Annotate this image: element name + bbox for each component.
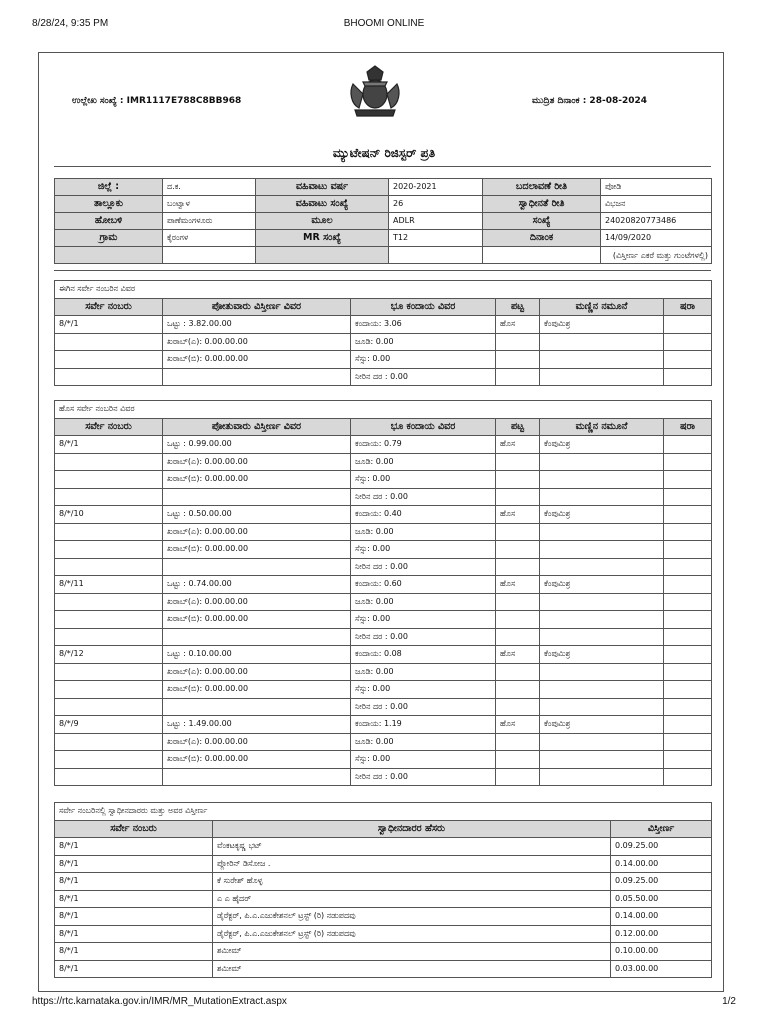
survey-row [55, 768, 712, 786]
column-header: ಷರಾ [664, 298, 712, 316]
table-cell [540, 333, 664, 351]
table-cell [496, 523, 540, 541]
table-cell: ಖರಾಬ್(ಎ): 0.00.00.00 [163, 453, 351, 471]
owner-row [55, 908, 712, 926]
table-cell: ನೀರಿನ ದರ : 0.00 [351, 768, 496, 786]
table-cell: ಜೂಡಿ: 0.00 [351, 733, 496, 751]
table-cell: ಖರಾಬ್(ಎ): 0.00.00.00 [163, 523, 351, 541]
survey-row [55, 611, 712, 629]
new-survey-caption: ಹೊಸ ಸರ್ವೇ ನಂಬರಿನ ವಿವರ [55, 401, 712, 419]
info-value: 2020-2021 [389, 179, 483, 196]
print-header [32, 18, 736, 32]
table-cell: 8/*/1 [55, 925, 213, 943]
table-cell [540, 558, 664, 576]
table-cell [664, 698, 712, 716]
table-cell: ಕೆ ಸುರೇಶ್ ಹೊಳ್ಳ [213, 873, 611, 891]
table-cell: 8/*/12 [55, 646, 163, 664]
table-cell: 0.03.00.00 [611, 960, 712, 978]
reference-number: ಉಲ್ಲೇಖ ಸಂಖ್ಯೆ : IMR1117E788C8BB968 [72, 96, 242, 106]
table-cell [55, 471, 163, 489]
table-cell [55, 351, 163, 369]
survey-row [55, 351, 712, 369]
survey-row [55, 558, 712, 576]
table-cell [496, 488, 540, 506]
table-header-row [55, 820, 712, 838]
table-cell: 8/*/9 [55, 716, 163, 734]
table-cell: ಒಟ್ಟು : 0.50.00.00 [163, 506, 351, 524]
table-cell [496, 681, 540, 699]
print-page-number: 1/2 [722, 996, 736, 1007]
column-header: ವಿಸ್ತೀರ್ಣ [611, 820, 712, 838]
info-label: ಮೂಲ [256, 213, 389, 230]
info-blank-cell [483, 247, 601, 264]
info-row [55, 213, 712, 230]
info-blank-cell [163, 247, 256, 264]
table-cell: ಕಂದಾಯ: 1.19 [351, 716, 496, 734]
table-cell [540, 453, 664, 471]
table-cell [496, 768, 540, 786]
table-cell [664, 488, 712, 506]
table-cell [55, 733, 163, 751]
table-cell: 8/*/1 [55, 908, 213, 926]
table-header-row [55, 298, 712, 316]
table-cell [55, 368, 163, 386]
info-value: 24020820773486 [601, 213, 712, 230]
info-value: ಪಾಣೆಮಂಗಳೂರು [163, 213, 256, 230]
column-header: ಸರ್ವೇ ನಂಬರು [55, 820, 213, 838]
survey-row [55, 663, 712, 681]
table-cell: ಪ್ಲೋರಿನ್ ಡಿಸೋಜ . [213, 855, 611, 873]
table-cell: ಒಟ್ಟು : 0.74.00.00 [163, 576, 351, 594]
table-cell [496, 368, 540, 386]
table-cell [496, 663, 540, 681]
table-cell: ಒಟ್ಟು : 0.10.00.00 [163, 646, 351, 664]
info-label: ತಾಲ್ಲೂಕು [55, 196, 163, 213]
table-cell: ಡೈರೆಕ್ಟರ್, ಪಿ.ಎ.ಎಜುಕೇಶನಲ್ ಟ್ರಸ್ಟ್ (ರಿ) ನಡುಪದವು [213, 925, 611, 943]
survey-row [55, 541, 712, 559]
table-cell: ಖರಾಬ್(ಎ): 0.00.00.00 [163, 333, 351, 351]
table-cell: 0.14.00.00 [611, 855, 712, 873]
table-cell: ಹೊಸ [496, 716, 540, 734]
table-cell: ಕಂದಾಯ: 0.08 [351, 646, 496, 664]
info-value: T12 [389, 230, 483, 247]
info-blank-cell [256, 247, 389, 264]
table-cell: ಶಮೀಮ್ [213, 943, 611, 961]
info-row [55, 179, 712, 196]
info-label: ಗ್ರಾಮ [55, 230, 163, 247]
table-cell: 8/*/1 [55, 943, 213, 961]
table-cell [664, 733, 712, 751]
table-cell [540, 541, 664, 559]
table-cell [540, 733, 664, 751]
survey-row [55, 316, 712, 334]
table-cell [496, 351, 540, 369]
table-cell [55, 488, 163, 506]
table-cell [55, 698, 163, 716]
table-cell [664, 316, 712, 334]
table-cell [163, 698, 351, 716]
owner-row [55, 855, 712, 873]
table-cell: ಒಟ್ಟು : 1.49.00.00 [163, 716, 351, 734]
column-header: ಭೂ ಕಂದಾಯ ವಿವರ [351, 418, 496, 436]
info-blank-cell [55, 247, 163, 264]
info-blank-cell [389, 247, 483, 264]
title-divider [54, 166, 711, 167]
table-cell [664, 628, 712, 646]
table-cell [496, 611, 540, 629]
table-cell [163, 488, 351, 506]
table-cell: 8/*/1 [55, 960, 213, 978]
table-cell [55, 541, 163, 559]
table-cell: ಖರಾಬ್(ಎ): 0.00.00.00 [163, 733, 351, 751]
table-cell: ನೀರಿನ ದರ : 0.00 [351, 628, 496, 646]
table-cell [540, 593, 664, 611]
table-cell [55, 558, 163, 576]
table-cell [540, 611, 664, 629]
section-divider [54, 270, 711, 271]
column-header: ಪೋತುವಾರು ವಿಸ್ತೀರ್ಣ ವಿವರ [163, 298, 351, 316]
survey-row [55, 488, 712, 506]
owner-row [55, 943, 712, 961]
table-cell [540, 681, 664, 699]
survey-row [55, 646, 712, 664]
table-cell: ವೆಂಕಟಕೃಷ್ಣ ಭಟ್ [213, 838, 611, 856]
owner-row [55, 838, 712, 856]
info-value: ವಿಭಜನ [601, 196, 712, 213]
column-header: ಮಣ್ಣಿನ ನಮೂನೆ [540, 418, 664, 436]
survey-row [55, 506, 712, 524]
column-header: ಪೋತುವಾರು ವಿಸ್ತೀರ್ಣ ವಿವರ [163, 418, 351, 436]
column-header: ಪಟ್ಟ [496, 418, 540, 436]
column-header: ಸ್ವಾಧೀನದಾರರ ಹೆಸರು [213, 820, 611, 838]
table-cell [664, 576, 712, 594]
survey-row [55, 593, 712, 611]
table-cell [496, 333, 540, 351]
table-cell [496, 593, 540, 611]
table-cell [540, 663, 664, 681]
table-cell: ಖರಾಬ್(ಬಿ): 0.00.00.00 [163, 681, 351, 699]
table-cell: ಖರಾಬ್(ಬಿ): 0.00.00.00 [163, 541, 351, 559]
table-cell [496, 751, 540, 769]
table-cell: ಸೆಸ್ಸು: 0.00 [351, 751, 496, 769]
table-cell [664, 663, 712, 681]
info-value: ದ.ಕ. [163, 179, 256, 196]
table-cell: 0.10.00.00 [611, 943, 712, 961]
info-row [55, 196, 712, 213]
table-cell: 0.09.25.00 [611, 873, 712, 891]
area-units-note: (ವಿಸ್ತೀರ್ಣ ಎಕರೆ ಮತ್ತು ಗುಂಟೆಗಳಲ್ಲಿ) [612, 251, 708, 260]
table-cell: ಖರಾಬ್(ಬಿ): 0.00.00.00 [163, 611, 351, 629]
survey-row [55, 681, 712, 699]
table-cell: ನೀರಿನ ದರ : 0.00 [351, 368, 496, 386]
document-title: ಮ್ಯುಟೇಷನ್ ರಿಜಿಸ್ಟರ್ ಪ್ರತಿ [332, 146, 436, 160]
table-cell: ನೀರಿನ ದರ : 0.00 [351, 488, 496, 506]
survey-row [55, 436, 712, 454]
table-cell [55, 628, 163, 646]
table-cell [664, 351, 712, 369]
table-cell [55, 523, 163, 541]
table-cell [664, 593, 712, 611]
table-cell: ಹೊಸ [496, 646, 540, 664]
table-cell: ಖರಾಬ್(ಬಿ): 0.00.00.00 [163, 471, 351, 489]
info-row [55, 230, 712, 247]
table-cell: ಕಂದಾಯ: 3.06 [351, 316, 496, 334]
table-cell: 0.14.00.00 [611, 908, 712, 926]
table-cell [55, 333, 163, 351]
info-label: ಬದಲಾವಣೆ ರೀತಿ [483, 179, 601, 196]
info-value: 14/09/2020 [601, 230, 712, 247]
table-cell [664, 716, 712, 734]
table-cell [540, 488, 664, 506]
table-cell: ಹೊಸ [496, 316, 540, 334]
table-cell [540, 523, 664, 541]
table-cell: ಕೆಂಪುಮಿಶ್ರ [540, 436, 664, 454]
table-cell [664, 751, 712, 769]
table-cell [496, 733, 540, 751]
table-cell [664, 681, 712, 699]
table-cell: 8/*/11 [55, 576, 163, 594]
column-header: ಭೂ ಕಂದಾಯ ವಿವರ [351, 298, 496, 316]
table-cell [664, 453, 712, 471]
column-header: ಮಣ್ಣಿನ ನಮೂನೆ [540, 298, 664, 316]
table-cell: ನೀರಿನ ದರ : 0.00 [351, 698, 496, 716]
table-cell: ಖರಾಬ್(ಬಿ): 0.00.00.00 [163, 351, 351, 369]
table-cell [540, 471, 664, 489]
table-cell: ಶಮೀಮ್ [213, 960, 611, 978]
table-cell [540, 768, 664, 786]
info-value: ಕೈರಂಗಳ [163, 230, 256, 247]
survey-row [55, 751, 712, 769]
table-cell: 8/*/1 [55, 855, 213, 873]
table-cell [55, 768, 163, 786]
karnataka-state-emblem-icon [345, 64, 405, 120]
table-cell [496, 471, 540, 489]
table-cell [540, 698, 664, 716]
info-label: ವಹಿವಾಟು ಸಂಖ್ಯೆ [256, 196, 389, 213]
print-url: https://rtc.karnataka.gov.in/IMR/MR_MutationExtract.aspx [32, 996, 287, 1007]
column-header: ಸರ್ವೇ ನಂಬರು [55, 298, 163, 316]
table-cell [496, 628, 540, 646]
table-cell: ಜೂಡಿ: 0.00 [351, 523, 496, 541]
survey-row [55, 576, 712, 594]
table-cell: ಜೂಡಿ: 0.00 [351, 593, 496, 611]
table-cell [664, 523, 712, 541]
table-cell: ಖರಾಬ್(ಎ): 0.00.00.00 [163, 663, 351, 681]
table-cell: ಜೂಡಿ: 0.00 [351, 663, 496, 681]
survey-row [55, 733, 712, 751]
table-cell [163, 368, 351, 386]
owners-table [54, 802, 712, 978]
info-value: 26 [389, 196, 483, 213]
owner-row [55, 890, 712, 908]
table-cell [55, 611, 163, 629]
table-cell [496, 541, 540, 559]
owner-row [55, 925, 712, 943]
table-cell [664, 768, 712, 786]
current-survey-table [54, 280, 712, 386]
table-cell [664, 368, 712, 386]
print-footer [32, 996, 736, 1010]
table-cell [496, 698, 540, 716]
info-label: ಸಂಖ್ಯೆ [483, 213, 601, 230]
table-cell: 8/*/1 [55, 316, 163, 334]
table-cell: 0.05.50.00 [611, 890, 712, 908]
owner-row [55, 960, 712, 978]
info-label: ಸ್ವಾಧೀನತೆ ರೀತಿ [483, 196, 601, 213]
table-cell: ಸೆಸ್ಸು: 0.00 [351, 471, 496, 489]
table-cell [55, 453, 163, 471]
table-cell [55, 681, 163, 699]
survey-row [55, 698, 712, 716]
table-cell: ಕೆಂಪುಮಿಶ್ರ [540, 316, 664, 334]
survey-row [55, 523, 712, 541]
table-cell: 8/*/1 [55, 838, 213, 856]
table-cell: 8/*/1 [55, 873, 213, 891]
table-cell: ಕೆಂಪುಮಿಶ್ರ [540, 716, 664, 734]
table-cell [540, 351, 664, 369]
info-label: ವಹಿವಾಟು ವರ್ಷ [256, 179, 389, 196]
survey-row [55, 333, 712, 351]
table-cell [664, 611, 712, 629]
table-cell [664, 333, 712, 351]
table-cell: ಸೆಸ್ಸು: 0.00 [351, 351, 496, 369]
table-cell: 0.12.00.00 [611, 925, 712, 943]
column-header: ಸರ್ವೇ ನಂಬರು [55, 418, 163, 436]
table-header-row [55, 418, 712, 436]
table-cell: 8/*/1 [55, 436, 163, 454]
owners-caption: ಸರ್ವೇ ನಂಬರಿನಲ್ಲಿ ಸ್ವಾಧೀನದಾರರು ಮತ್ತು ಅವರ ವಿಸ್ತೀರ್ಣ [55, 803, 712, 821]
info-value: ADLR [389, 213, 483, 230]
table-cell: ಖರಾಬ್(ಎ): 0.00.00.00 [163, 593, 351, 611]
table-cell [163, 558, 351, 576]
table-cell [163, 768, 351, 786]
print-datetime: 8/28/24, 9:35 PM [32, 18, 109, 29]
table-cell [664, 541, 712, 559]
current-survey-caption: ಈಗಿನ ಸರ್ವೇ ನಂಬರಿನ ವಿವರ [55, 281, 712, 299]
table-cell: ಒಟ್ಟು : 0.99.00.00 [163, 436, 351, 454]
table-cell: ಕೆಂಪುಮಿಶ್ರ [540, 506, 664, 524]
table-cell: ಸೆಸ್ಸು: 0.00 [351, 611, 496, 629]
table-cell [540, 368, 664, 386]
table-cell: ಸೆಸ್ಸು: 0.00 [351, 681, 496, 699]
survey-row [55, 368, 712, 386]
table-cell [163, 628, 351, 646]
table-cell: 8/*/1 [55, 890, 213, 908]
table-cell: ಕಂದಾಯ: 0.79 [351, 436, 496, 454]
info-label: ಹೋಬಳಿ [55, 213, 163, 230]
new-survey-table [54, 400, 712, 786]
survey-row [55, 453, 712, 471]
table-cell [540, 628, 664, 646]
table-cell [55, 593, 163, 611]
table-cell: 0.09.25.00 [611, 838, 712, 856]
table-cell: ಕೆಂಪುಮಿಶ್ರ [540, 646, 664, 664]
survey-row [55, 716, 712, 734]
table-cell: ಡೈರೆಕ್ಟರ್, ಪಿ.ಎ.ಎಜುಕೇಶನಲ್ ಟ್ರಸ್ಟ್ (ರಿ) ನಡುಪದವು [213, 908, 611, 926]
table-cell [664, 558, 712, 576]
table-cell [496, 558, 540, 576]
table-cell: ಹೊಸ [496, 436, 540, 454]
print-page-title: BHOOMI ONLINE [343, 18, 425, 29]
table-cell: ನೀರಿನ ದರ : 0.00 [351, 558, 496, 576]
table-cell [664, 646, 712, 664]
table-cell: ಸೆಸ್ಸು: 0.00 [351, 541, 496, 559]
table-cell [540, 751, 664, 769]
table-cell: ಜೂಡಿ: 0.00 [351, 453, 496, 471]
table-cell [496, 453, 540, 471]
table-cell: ಹೊಸ [496, 576, 540, 594]
table-cell: ಎ ಎ ಹೈದರ್ [213, 890, 611, 908]
info-value: ಪೋಡಿ [601, 179, 712, 196]
column-header: ಷರಾ [664, 418, 712, 436]
table-cell [664, 506, 712, 524]
owner-row [55, 873, 712, 891]
info-label: ಜಿಲ್ಲೆ : [55, 179, 163, 196]
table-cell [55, 751, 163, 769]
table-cell: ಒಟ್ಟು : 3.82.00.00 [163, 316, 351, 334]
info-value: ಬಂಟ್ವಾಳ [163, 196, 256, 213]
column-header: ಪಟ್ಟ [496, 298, 540, 316]
survey-row [55, 471, 712, 489]
table-cell: ಕೆಂಪುಮಿಶ್ರ [540, 576, 664, 594]
table-cell [664, 471, 712, 489]
table-cell [55, 663, 163, 681]
info-label: ದಿನಾಂಕ [483, 230, 601, 247]
table-cell: ಖರಾಬ್(ಬಿ): 0.00.00.00 [163, 751, 351, 769]
table-cell: ಜೂಡಿ: 0.00 [351, 333, 496, 351]
print-date: ಮುದ್ರಿತ ದಿನಾಂಕ : 28-08-2024 [532, 96, 648, 106]
info-label: MR ಸಂಖ್ಯೆ [256, 230, 389, 247]
table-cell: ಕಂದಾಯ: 0.60 [351, 576, 496, 594]
table-cell: ಕಂದಾಯ: 0.40 [351, 506, 496, 524]
table-cell: ಹೊಸ [496, 506, 540, 524]
table-cell [664, 436, 712, 454]
survey-row [55, 628, 712, 646]
table-cell: 8/*/10 [55, 506, 163, 524]
